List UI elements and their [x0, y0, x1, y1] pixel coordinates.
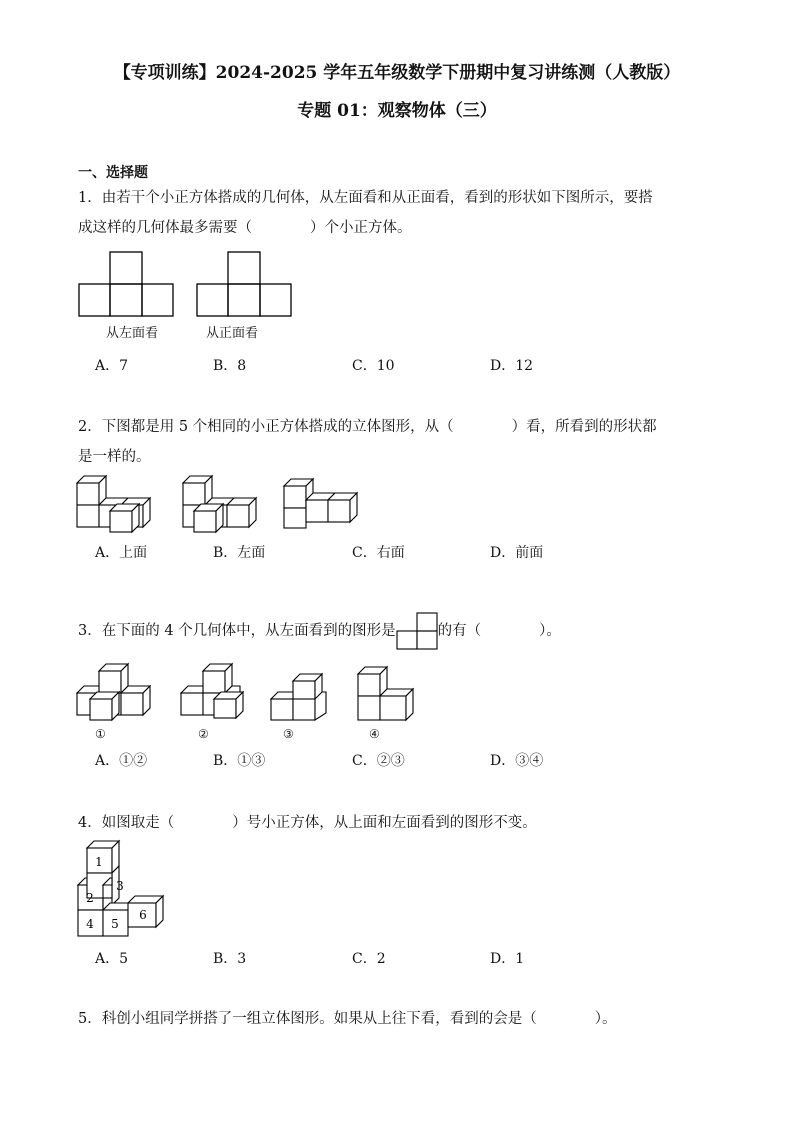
- q2-figure-2: [182, 475, 262, 533]
- q2-option-d[interactable]: D．前面: [490, 545, 544, 561]
- q3-option-d[interactable]: D．③④: [490, 753, 544, 769]
- q3-left-view-inline-figure: [396, 612, 438, 650]
- question-5-text: 5．科创小组同学拼搭了一组立体图形。如果从上往下看，看到的会是（ ）。: [78, 1011, 617, 1027]
- q4-cube-number-4: 4: [86, 917, 94, 931]
- q1-option-b[interactable]: B．8: [213, 358, 247, 374]
- q1-front-view-figure: [196, 251, 296, 317]
- q2-option-a[interactable]: A．上面: [95, 545, 148, 561]
- q3-figure-4: [357, 666, 417, 722]
- q3-label-3: ③: [283, 727, 294, 741]
- question-1-text-line1: 1．由若干个小正方体搭成的几何体，从左面看和从正面看，看到的形状如下图所示，要搭: [78, 190, 653, 206]
- q3-option-b[interactable]: B．①③: [213, 753, 266, 769]
- question-2: [78, 412, 718, 472]
- q4-option-c[interactable]: C．2: [352, 951, 386, 967]
- q1-left-view-figure: [78, 251, 178, 317]
- q3-label-2: ②: [198, 727, 209, 741]
- q3-option-a[interactable]: A．①②: [95, 753, 148, 769]
- q2-figure-1: [76, 475, 156, 533]
- question-4-text: 4．如图取走（ ）号小正方体，从上面和左面看到的图形不变。: [78, 815, 537, 831]
- q2-option-c[interactable]: C．右面: [352, 545, 405, 561]
- q4-option-d[interactable]: D．1: [490, 951, 525, 967]
- q1-option-a[interactable]: A．7: [95, 358, 129, 374]
- q4-cube-number-5: 5: [111, 917, 119, 931]
- question-3-text-part1: 3．在下面的 4 个几何体中，从左面看到的图形是: [78, 623, 396, 639]
- q3-option-c[interactable]: C．②③: [352, 753, 405, 769]
- q4-figure: [77, 840, 169, 938]
- q1-option-d[interactable]: D．12: [490, 358, 534, 374]
- q3-label-4: ④: [369, 727, 380, 741]
- page-subtitle: 专题 01：观察物体（三）: [297, 101, 497, 121]
- q4-option-b[interactable]: B．3: [213, 951, 247, 967]
- q3-figure-2: [180, 663, 252, 719]
- page-title: 【专项训练】2024-2025 学年五年级数学下册期中复习讲练测（人教版）: [113, 63, 681, 83]
- question-3: [78, 612, 718, 650]
- question-2-text-line1: 2．下图都是用 5 个相同的小正方体搭成的立体图形，从（ ）看，所看到的形状都: [78, 419, 657, 435]
- q4-cube-number-2: 2: [86, 891, 94, 905]
- q2-figure-3: [283, 478, 369, 532]
- q3-figure-3: [270, 673, 330, 721]
- question-3-text-part2: 的有（ ）。: [437, 623, 561, 639]
- q4-cube-number-6: 6: [139, 908, 147, 922]
- q1-caption-left: 从左面看: [106, 326, 159, 341]
- q2-option-b[interactable]: B．左面: [213, 545, 266, 561]
- question-2-text-line2: 是一样的。: [78, 449, 151, 465]
- section-heading: 一、选择题: [78, 165, 148, 181]
- q4-cube-number-3: 3: [116, 879, 124, 893]
- q3-figure-1: [76, 663, 156, 721]
- question-4: [78, 808, 718, 838]
- q4-cube-number-1: 1: [95, 855, 103, 869]
- q1-caption-front: 从正面看: [206, 326, 259, 341]
- question-5: [78, 1004, 718, 1034]
- question-1: [78, 183, 718, 243]
- question-1-text-line2: 成这样的几何体最多需要（ ）个小正方体。: [78, 220, 412, 236]
- q4-option-a[interactable]: A．5: [95, 951, 129, 967]
- q1-option-c[interactable]: C．10: [352, 358, 395, 374]
- q3-label-1: ①: [95, 727, 106, 741]
